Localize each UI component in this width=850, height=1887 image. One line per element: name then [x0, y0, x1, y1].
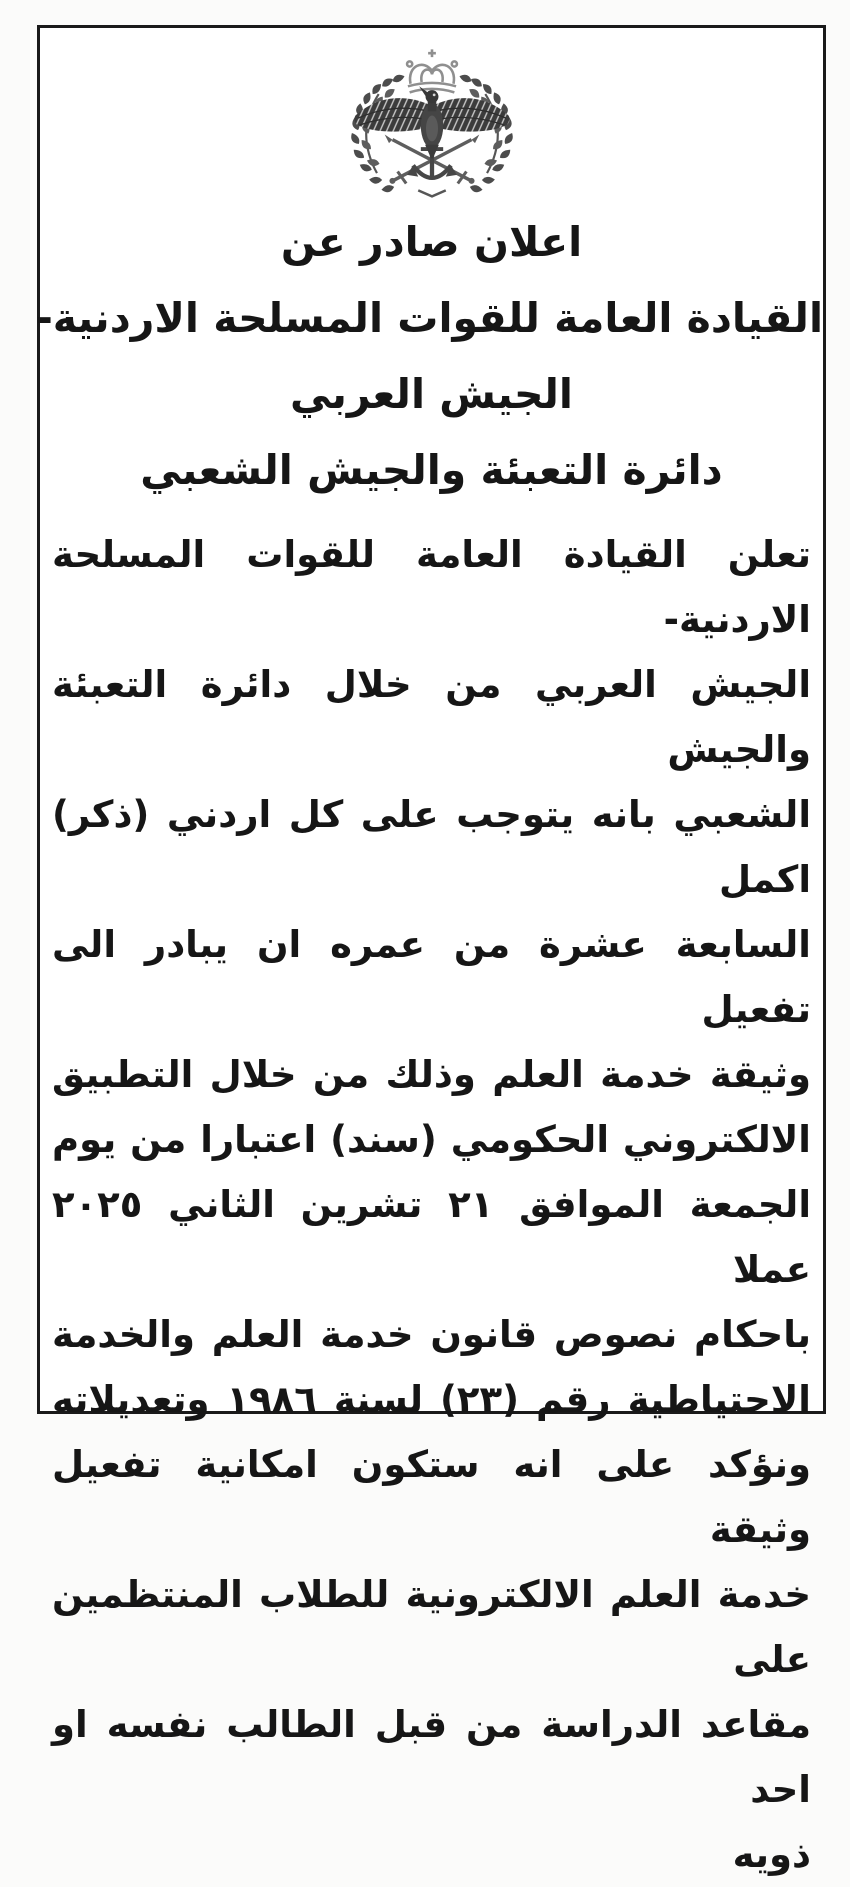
body-line: ونؤكد على انه ستكون امكانية تفعيل وثيقة	[52, 1443, 811, 1551]
jordan-armed-forces-emblem-icon	[346, 42, 518, 202]
body-line: الجمعة الموافق ٢١ تشرين الثاني ٢٠٢٥ عملا	[52, 1183, 811, 1291]
title-line-1: اعلان صادر عن	[280, 218, 583, 266]
announcement-title-block	[35, 204, 823, 508]
body-line: خدمة العلم الالكترونية للطلاب المنتظمين على	[52, 1573, 811, 1681]
body-line: الشعبي بانه يتوجب على كل اردني (ذكر) اكمل	[52, 793, 811, 901]
body-line: باحكام نصوص قانون خدمة العلم والخدمة	[52, 1313, 811, 1356]
title-line-2: القيادة العامة للقوات المسلحة الاردنية-	[35, 294, 823, 342]
body-line: مقاعد الدراسة من قبل الطالب نفسه او احد	[52, 1703, 811, 1811]
body-line: تعلن القيادة العامة للقوات المسلحة الاردنية-	[52, 533, 811, 641]
announcement-body	[40, 508, 823, 1887]
title-line-4: دائرة التعبئة والجيش الشعبي	[140, 446, 723, 494]
body-line: الاحتياطية رقم (٢٣) لسنة ١٩٨٦ وتعديلاته	[52, 1378, 811, 1421]
body-line: الجيش العربي من خلال دائرة التعبئة والجيش	[52, 663, 811, 771]
crown-icon	[407, 49, 457, 92]
announcement-border-frame	[35, 25, 826, 1876]
body-line: وثيقة خدمة العلم وذلك من خلال التطبيق	[52, 1053, 811, 1096]
title-line-3: الجيش العربي	[290, 370, 573, 418]
body-line: الالكتروني الحكومي (سند) اعتبارا من يوم	[52, 1118, 811, 1161]
body-line: السابعة عشرة من عمره ان يبادر الى تفعيل	[52, 923, 811, 1031]
body-line-last: ذويه	[732, 1833, 811, 1876]
